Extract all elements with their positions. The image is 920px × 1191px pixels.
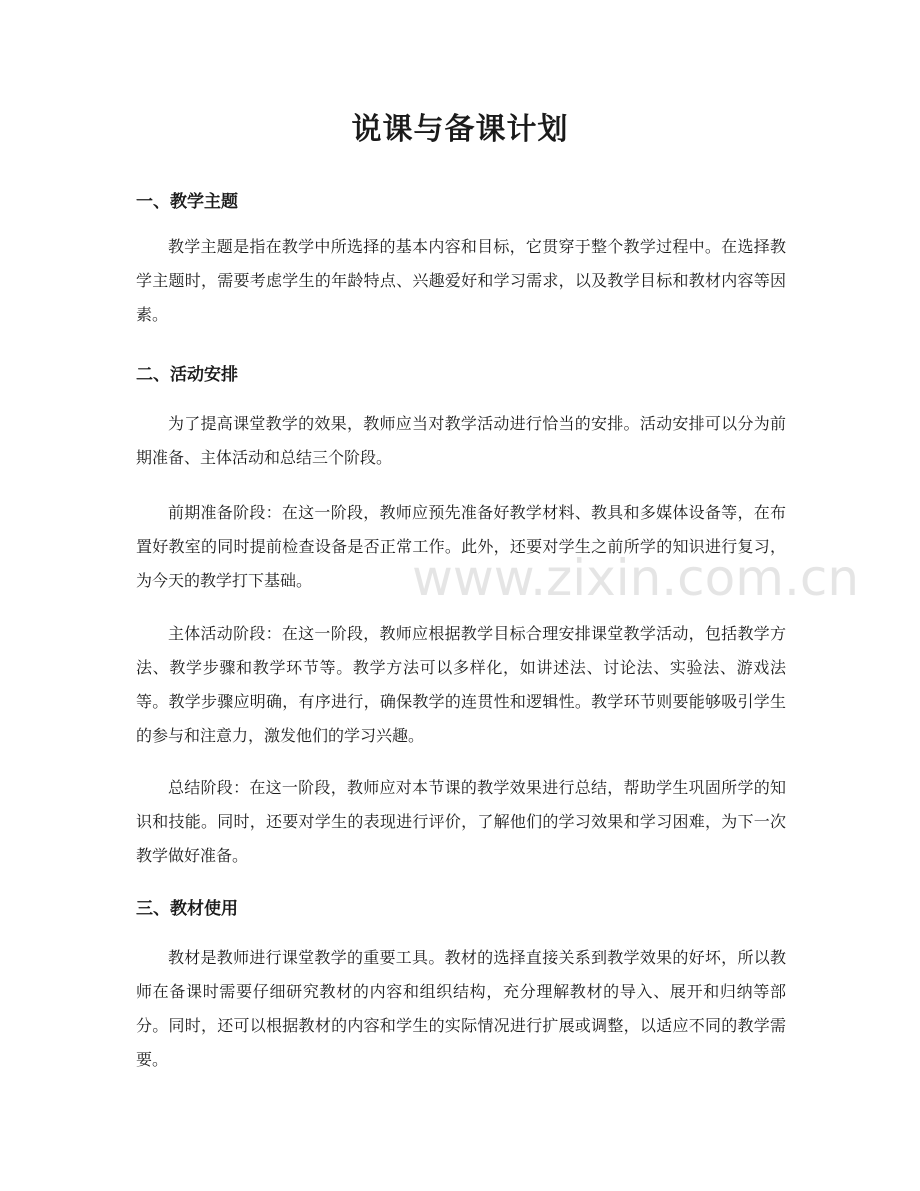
paragraph-main-activity-stage: 主体活动阶段：在这一阶段，教师应根据教学目标合理安排课堂教学活动，包括教学方法、教学步骤和教学环节等。教学方法可以多样化，如讲述法、讨论法、实验法、游戏法等。教学步骤应明确，有序进行，确保教学的连贯性和逻辑性。教学环节则要能够吸引学生的参与和注意力，激发他们的学习兴趣。: [136, 624, 786, 745]
paragraph-teaching-theme: 教学主题是指在教学中所选择的基本内容和目标，它贯穿于整个教学过程中。在选择教学主题时，需要考虑学生的年龄特点、兴趣爱好和学习需求，以及教学目标和教材内容等因素。: [136, 237, 786, 324]
paragraph-preparation-stage: 前期准备阶段：在这一阶段，教师应预先准备好教学材料、教具和多媒体设备等，在布置好教室的同时提前检查设备是否正常工作。此外，还要对学生之前所学的知识进行复习，为今天的教学打下基础。: [136, 503, 786, 590]
section-heading-textbook-use: 三、教材使用: [136, 899, 238, 919]
paragraph-activity-intro: 为了提高课堂教学的效果，教师应当对教学活动进行恰当的安排。活动安排可以分为前期准备、主体活动和总结三个阶段。: [136, 414, 786, 467]
watermark: www.zixin.com.cn: [412, 549, 860, 607]
paragraph-textbook-use: 教材是教师进行课堂教学的重要工具。教材的选择直接关系到教学效果的好坏，所以教师在备课时需要仔细研究教材的内容和组织结构，充分理解教材的导入、展开和归纳等部分。同时，还可以根据教材的内容和学生的实际情况进行扩展或调整，以适应不同的教学需要。: [136, 948, 786, 1069]
section-heading-activity-arrangement: 二、活动安排: [136, 365, 238, 385]
section-heading-teaching-theme: 一、教学主题: [136, 192, 238, 212]
paragraph-summary-stage: 总结阶段：在这一阶段，教师应对本节课的教学效果进行总结，帮助学生巩固所学的知识和技能。同时，还要对学生的表现进行评价，了解他们的学习效果和学习困难，为下一次教学做好准备。: [136, 778, 786, 865]
page-title: 说课与备课计划: [351, 112, 569, 147]
